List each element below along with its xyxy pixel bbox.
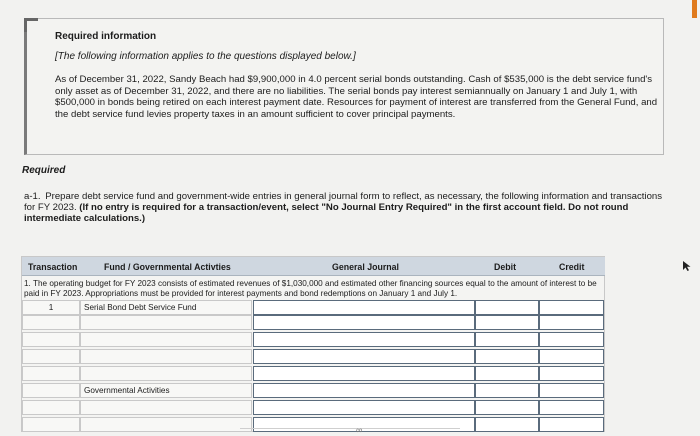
question-instructions: (If no entry is required for a transaction/event, select "No Journal Entry Required" in the first account field. Do not round intermediate calculations.): [24, 202, 629, 225]
scroll-indicator: [692, 0, 697, 18]
empty-cell: [80, 417, 252, 432]
debit-input[interactable]: [475, 417, 539, 432]
debit-input[interactable]: [475, 383, 539, 398]
footer-divider: [240, 428, 460, 436]
empty-cell: [22, 383, 80, 398]
empty-cell: [80, 349, 252, 364]
empty-cell: [80, 366, 252, 381]
account-select[interactable]: [253, 315, 475, 330]
header-fund: Fund / Governmental Activties: [104, 262, 231, 272]
debit-input[interactable]: [475, 300, 539, 315]
header-debit: Debit: [494, 262, 516, 272]
table-row: [22, 300, 605, 315]
empty-cell: [22, 349, 80, 364]
cursor-icon: [682, 260, 692, 272]
empty-cell: [22, 366, 80, 381]
table-row: [22, 332, 605, 347]
journal-entry-table: [21, 256, 605, 432]
credit-input[interactable]: [539, 349, 604, 364]
fund-label: Governmental Activities: [80, 383, 252, 398]
table-row: [22, 383, 605, 398]
empty-cell: [80, 400, 252, 415]
table-row: [22, 349, 605, 364]
info-title: Required information: [55, 31, 157, 42]
account-select[interactable]: [253, 349, 475, 364]
header-transaction: Transaction: [28, 262, 78, 272]
empty-cell: [22, 417, 80, 432]
debit-input[interactable]: [475, 366, 539, 381]
header-journal: General Journal: [332, 262, 399, 272]
credit-input[interactable]: [539, 300, 604, 315]
debit-input[interactable]: [475, 400, 539, 415]
account-select[interactable]: [253, 332, 475, 347]
account-select[interactable]: [253, 383, 475, 398]
info-panel: [24, 18, 664, 155]
empty-cell: [80, 332, 252, 347]
question-id: a-1.: [24, 191, 41, 202]
table-row: [22, 366, 605, 381]
credit-input[interactable]: [539, 400, 604, 415]
account-select[interactable]: [253, 400, 475, 415]
credit-input[interactable]: [539, 366, 604, 381]
empty-cell: [80, 315, 252, 330]
credit-input[interactable]: [539, 332, 604, 347]
info-body: As of December 31, 2022, Sandy Beach had $9,900,000 in 4.0 percent serial bonds outstanding. Cash of $535,000 is the debt service fund's only asset as of December 31, 2022, and there are no liabilities. The serial bonds pay interest semiannually on January 1 and July 1, with $500,000 in bonds being retired on each interest payment date. Resources for payment of interest are transferred from the General Fund, and the debt service fund levies property taxes in an amount sufficient to cover principal payments.: [55, 74, 658, 120]
info-subtitle: [The following information applies to the questions displayed below.]: [55, 51, 356, 62]
transaction-number: 1: [22, 300, 80, 315]
debit-input[interactable]: [475, 349, 539, 364]
credit-input[interactable]: [539, 383, 604, 398]
empty-cell: [22, 332, 80, 347]
empty-cell: [22, 315, 80, 330]
credit-input[interactable]: [539, 315, 604, 330]
header-credit: Credit: [559, 262, 585, 272]
question-text: [24, 191, 664, 225]
account-select[interactable]: [253, 366, 475, 381]
table-row: [22, 315, 605, 330]
question-body: Prepare debt service fund and government-wide entries in general journal form to reflect, as necessary, the following information and transactions for FY 2023.: [24, 191, 663, 214]
account-select[interactable]: [253, 300, 475, 315]
credit-input[interactable]: [539, 417, 604, 432]
required-heading: Required: [22, 165, 66, 176]
transaction-description: 1. The operating budget for FY 2023 consists of estimated revenues of $1,030,000 and estimated other financing sources equal to the amount of interest to be paid in FY 2023. Appropriations must be provided for interest payments and bond redemptions on January 1 and July 1.: [24, 279, 597, 298]
info-corner-mark: [24, 18, 38, 32]
table-row: [22, 400, 605, 415]
empty-cell: [22, 400, 80, 415]
table-header: [22, 257, 605, 276]
debit-input[interactable]: [475, 315, 539, 330]
link-icon[interactable]: ∞: [356, 425, 363, 435]
debit-input[interactable]: [475, 332, 539, 347]
fund-label: Serial Bond Debt Service Fund: [80, 300, 252, 315]
